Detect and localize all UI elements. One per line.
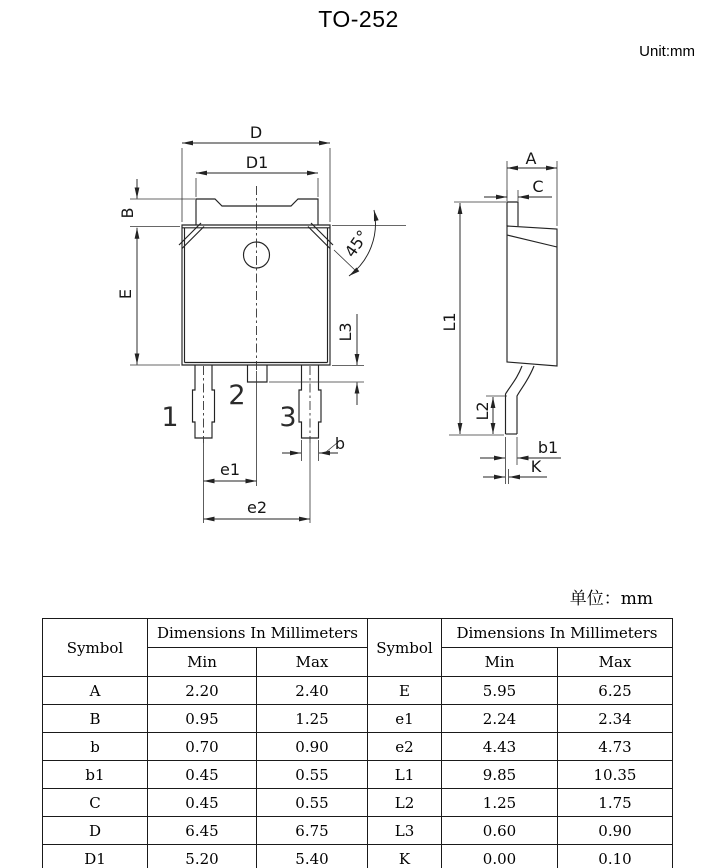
dimensions-table bbox=[42, 618, 673, 868]
col-header-dims-right: Dimensions In Millimeters bbox=[442, 619, 673, 648]
dim-label-B: B bbox=[118, 207, 137, 219]
table-row bbox=[43, 761, 673, 789]
dim-label-L2: L2 bbox=[473, 401, 492, 421]
dim-label-K: K bbox=[530, 457, 542, 476]
side-view-linework bbox=[506, 202, 558, 434]
table-row bbox=[43, 677, 673, 705]
dim-label-b: b bbox=[334, 434, 346, 453]
col-header-symbol-right: Symbol bbox=[368, 619, 442, 677]
max-cell: 10.35 bbox=[558, 761, 673, 789]
side-view bbox=[440, 149, 561, 484]
table-header-row-1 bbox=[43, 619, 673, 648]
min-cell: 0.45 bbox=[148, 789, 257, 817]
front-view bbox=[116, 123, 406, 523]
col-header-max-right: Max bbox=[558, 648, 673, 677]
col-header-max-left: Max bbox=[257, 648, 368, 677]
max-cell: 5.40 bbox=[257, 845, 368, 868]
col-header-symbol-left: Symbol bbox=[43, 619, 148, 677]
dim-label-b1: b1 bbox=[537, 438, 559, 457]
max-cell: 1.25 bbox=[257, 705, 368, 733]
symbol-cell: B bbox=[43, 705, 148, 733]
col-header-dims-left: Dimensions In Millimeters bbox=[148, 619, 368, 648]
max-cell: 2.40 bbox=[257, 677, 368, 705]
table-row bbox=[43, 705, 673, 733]
symbol-cell: L2 bbox=[368, 789, 442, 817]
max-cell: 0.55 bbox=[257, 789, 368, 817]
min-cell: 1.25 bbox=[442, 789, 558, 817]
pin-number-1: 1 bbox=[161, 402, 179, 433]
min-cell: 5.95 bbox=[442, 677, 558, 705]
page-title: TO-252 bbox=[318, 6, 399, 32]
pin-number-3: 3 bbox=[279, 402, 297, 433]
side-view-dimensions bbox=[449, 161, 561, 484]
dim-label-45deg: 45° bbox=[340, 226, 373, 261]
min-cell: 0.70 bbox=[148, 733, 257, 761]
symbol-cell: K bbox=[368, 845, 442, 868]
max-cell: 0.90 bbox=[558, 817, 673, 845]
max-cell: 0.55 bbox=[257, 761, 368, 789]
col-header-min-right: Min bbox=[442, 648, 558, 677]
min-cell: 4.43 bbox=[442, 733, 558, 761]
pin-number-2: 2 bbox=[228, 380, 246, 411]
symbol-cell: L1 bbox=[368, 761, 442, 789]
min-cell: 9.85 bbox=[442, 761, 558, 789]
max-cell: 1.75 bbox=[558, 789, 673, 817]
table-row bbox=[43, 845, 673, 868]
dim-label-D: D bbox=[249, 123, 263, 142]
max-cell: 0.90 bbox=[257, 733, 368, 761]
table-row bbox=[43, 817, 673, 845]
dim-label-L1: L1 bbox=[440, 312, 459, 332]
max-cell: 2.34 bbox=[558, 705, 673, 733]
dim-label-A: A bbox=[525, 149, 537, 168]
symbol-cell: e2 bbox=[368, 733, 442, 761]
table-unit-label: 单位：mm bbox=[569, 589, 653, 609]
col-header-min-left: Min bbox=[148, 648, 257, 677]
symbol-cell: L3 bbox=[368, 817, 442, 845]
min-cell: 0.95 bbox=[148, 705, 257, 733]
max-cell: 6.75 bbox=[257, 817, 368, 845]
table-row bbox=[43, 733, 673, 761]
unit-label: Unit:mm bbox=[639, 43, 695, 60]
min-cell: 6.45 bbox=[148, 817, 257, 845]
min-cell: 0.00 bbox=[442, 845, 558, 868]
symbol-cell: D1 bbox=[43, 845, 148, 868]
dim-label-e2: e2 bbox=[246, 498, 268, 517]
min-cell: 2.24 bbox=[442, 705, 558, 733]
symbol-cell: e1 bbox=[368, 705, 442, 733]
symbol-cell: b1 bbox=[43, 761, 148, 789]
table-row bbox=[43, 789, 673, 817]
dim-label-D1: D1 bbox=[245, 153, 269, 172]
front-view-linework bbox=[179, 186, 333, 443]
symbol-cell: D bbox=[43, 817, 148, 845]
max-cell: 0.10 bbox=[558, 845, 673, 868]
dim-label-e1: e1 bbox=[219, 460, 241, 479]
symbol-cell: b bbox=[43, 733, 148, 761]
min-cell: 0.60 bbox=[442, 817, 558, 845]
min-cell: 5.20 bbox=[148, 845, 257, 868]
symbol-cell: A bbox=[43, 677, 148, 705]
symbol-cell: C bbox=[43, 789, 148, 817]
front-view-dimensions bbox=[130, 143, 406, 523]
dim-label-L3: L3 bbox=[336, 322, 355, 342]
symbol-cell: E bbox=[368, 677, 442, 705]
dim-label-C: C bbox=[532, 177, 544, 196]
min-cell: 2.20 bbox=[148, 677, 257, 705]
max-cell: 4.73 bbox=[558, 733, 673, 761]
min-cell: 0.45 bbox=[148, 761, 257, 789]
max-cell: 6.25 bbox=[558, 677, 673, 705]
dim-label-E: E bbox=[116, 288, 135, 300]
